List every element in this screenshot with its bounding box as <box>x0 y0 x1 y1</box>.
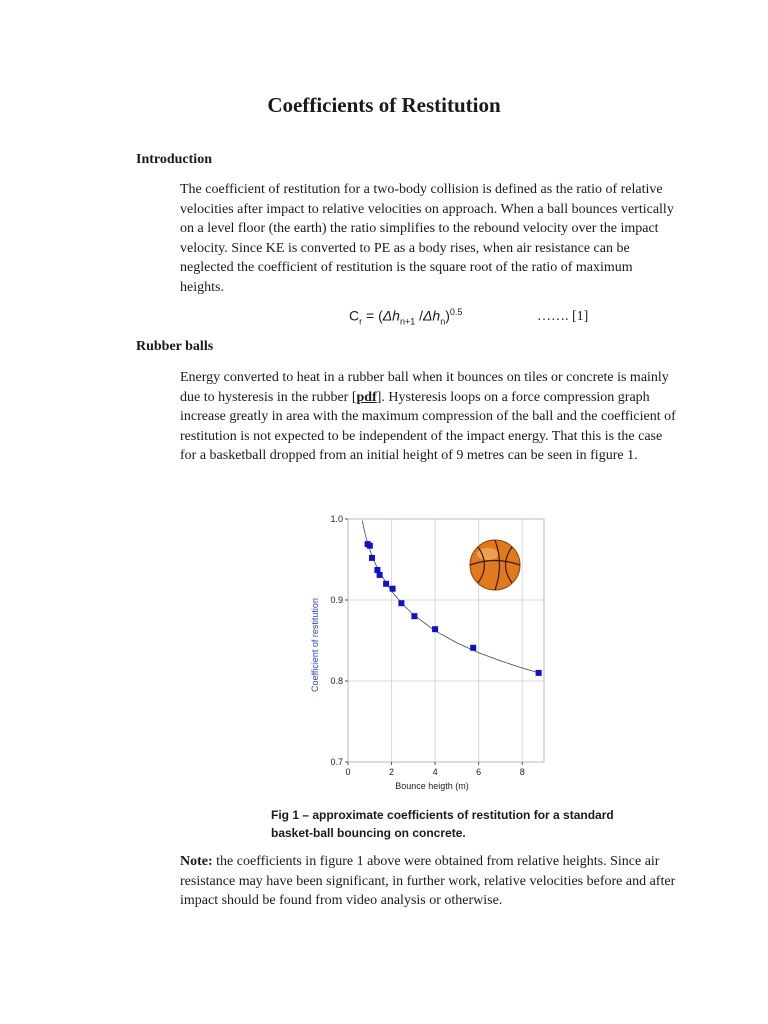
section-heading-introduction: Introduction <box>136 152 212 167</box>
data-point <box>411 613 417 619</box>
y-tick-label: 0.8 <box>330 676 343 686</box>
note-label: Note: <box>180 854 213 869</box>
data-point <box>369 555 375 561</box>
x-tick-label: 0 <box>345 767 351 777</box>
y-tick-label: 0.7 <box>330 757 343 767</box>
data-point <box>432 626 438 632</box>
data-point <box>470 645 476 651</box>
note-paragraph: Note: the coefficients in figure 1 above were obtained from relative heights. Since air resistance may have been significant, in further work, relative velocities before and after impact should be found from video analysis or otherwise. <box>180 854 676 908</box>
basketball-image <box>470 540 520 590</box>
figure-caption: Fig 1 – approximate coefficients of restitution for a standard basket-ball bouncing on concrete. <box>271 808 614 840</box>
x-axis-label: Bounce heigth (m) <box>395 781 469 791</box>
equation-number: ……. [1] <box>537 309 589 324</box>
data-point <box>367 543 373 549</box>
restitution-chart <box>300 505 560 795</box>
fit-curve <box>362 521 542 674</box>
pdf-link[interactable]: pdf <box>356 389 377 405</box>
y-tick-label: 1.0 <box>330 514 343 524</box>
data-point <box>536 670 542 676</box>
intro-paragraph: The coefficient of restitution for a two-body collision is defined as the ratio of relative velocities after impact to relative velocities on approach. When a ball bounces vertically on a level floor (the earth) the ratio simplifies to the rebound velocity over the impact velocity. Since KE is converted to PE as a body rises, when air resistance can be neglected the coefficient of restitution is the square root of the ratio of maximum heights. <box>180 182 674 295</box>
restitution-formula: $C_r = (\Delta h_{n+1}$ $/\Delta h_n)^{0.5}$ <box>349 307 463 327</box>
rubber-paragraph: Energy converted to heat in a rubber ball when it bounces on tiles or concrete is mainly due to hysteresis in the rubber [pdf]. Hysteresis loops on a force compression graph increase greatly in area with the maximum compression of the ball and the coefficient of restitution is not expected to be independent of the impact energy. That this is the case for a basketball dropped from an initial height of 9 metres can be seen in figure 1. <box>180 370 676 463</box>
y-axis-label: Coefficient of restitution <box>310 598 320 692</box>
data-point <box>377 572 383 578</box>
page-title: Coefficients of Restitution <box>267 93 501 117</box>
data-point <box>390 586 396 592</box>
x-tick-label: 8 <box>519 767 525 777</box>
x-tick-label: 6 <box>476 767 482 777</box>
y-tick-label: 0.9 <box>330 595 343 605</box>
x-tick-label: 2 <box>389 767 395 777</box>
data-point <box>383 581 389 587</box>
ball-body <box>470 540 520 590</box>
section-heading-rubber-balls: Rubber balls <box>136 339 214 354</box>
data-point <box>398 600 404 606</box>
x-tick-label: 4 <box>432 767 438 777</box>
